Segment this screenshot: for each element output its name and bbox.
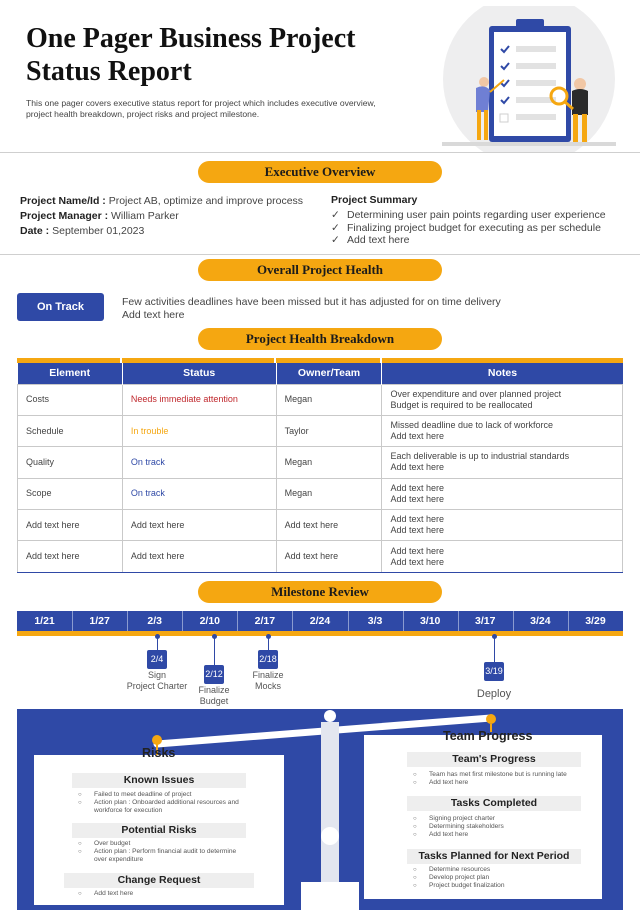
check-icon: ✓	[331, 234, 340, 246]
potential-risks-list	[72, 840, 258, 864]
page-title	[26, 22, 426, 88]
milestone-label	[223, 670, 313, 692]
cell-status: Add text here	[122, 510, 276, 541]
timeline-tick: 1/27	[89, 615, 110, 627]
overall-health-heading: Overall Project Health	[198, 259, 442, 281]
change-request-heading: Change Request	[64, 873, 254, 888]
note-line-1: Each deliverable is up to industrial standards	[390, 451, 570, 462]
list-item: ○ Over budget	[72, 840, 258, 848]
cell-element: Add text here	[18, 541, 123, 572]
header-status: Status	[122, 363, 276, 384]
list-item: ○ Action plan : Onboarded additional resources and	[72, 799, 258, 807]
note-line-1: Missed deadline due to lack of workforce	[390, 420, 554, 431]
table-row	[18, 384, 623, 415]
header-element: Element	[18, 363, 123, 384]
health-line-1: Few activities deadlines have been missed but it has adjusted for on time delivery	[122, 296, 501, 308]
cell-element: Costs	[18, 384, 123, 415]
project-name-label: Project Name/Id :	[20, 195, 106, 207]
timeline-tick: 1/21	[34, 615, 55, 627]
list-item: workforce for execution	[94, 807, 163, 814]
list-item: over expenditure	[94, 856, 144, 863]
list-item: ○ Determine resources	[407, 866, 593, 874]
project-date-value: September 01,2023	[49, 225, 145, 237]
milestone-stem	[157, 637, 158, 650]
timeline-tick: 2/24	[309, 615, 331, 627]
milestone-stem	[494, 637, 495, 662]
summary-text: Finalizing project budget for executing as per schedule	[347, 221, 601, 234]
divider	[0, 254, 640, 255]
divider	[0, 152, 640, 153]
health-breakdown-table	[17, 363, 623, 573]
project-name-value: Project AB, optimize and improve process	[105, 195, 304, 207]
milestone-stem	[268, 637, 269, 650]
note-line-2: Add text here	[390, 462, 445, 473]
cell-status: In trouble	[122, 415, 276, 446]
title-line-1: One Pager Business Project	[26, 23, 356, 54]
table-row	[18, 541, 623, 572]
check-icon: ✓	[331, 209, 340, 221]
health-description	[122, 296, 501, 321]
note-line-1: Add text here	[390, 482, 445, 493]
cell-status: On track	[122, 478, 276, 509]
note-line-1: Add text here	[390, 514, 445, 525]
intro-line-2: project health breakdown, project risks and project milestone.	[26, 109, 260, 119]
cell-owner: Add text here	[276, 510, 382, 541]
table-header-row	[18, 363, 623, 384]
list-item: ○ Signing project charter	[407, 815, 593, 823]
milestone-date: 2/18	[258, 650, 278, 669]
timeline-divider	[458, 611, 459, 631]
risks-title: Risks	[142, 746, 176, 760]
cell-owner: Megan	[276, 478, 382, 509]
milestone-label-line: Budget	[199, 696, 229, 706]
timeline-tick: 3/10	[419, 615, 441, 627]
potential-risks-heading: Potential Risks	[72, 823, 246, 838]
list-item: ○ Add text here	[407, 779, 593, 787]
status-badge: On Track	[17, 293, 104, 321]
clipboard-checklist-illustration	[442, 6, 616, 152]
teams-progress-heading: Team's Progress	[407, 752, 581, 767]
cell-element: Schedule	[18, 415, 123, 446]
cell-notes	[382, 384, 623, 415]
header-owner: Owner/Team	[276, 363, 382, 384]
tasks-completed-heading: Tasks Completed	[407, 796, 581, 811]
timeline-divider	[568, 611, 569, 631]
list-item	[331, 234, 606, 247]
executive-overview-heading: Executive Overview	[198, 161, 442, 183]
list-item: ○ Add text here	[407, 831, 593, 839]
cell-element: Quality	[18, 447, 123, 478]
cell-owner: Taylor	[276, 415, 382, 446]
cell-notes	[382, 541, 623, 572]
tasks-planned-heading: Tasks Planned for Next Period	[407, 849, 581, 864]
project-date-label: Date :	[20, 225, 50, 237]
timeline-divider	[292, 611, 293, 631]
milestone-date: 2/4	[147, 650, 167, 669]
list-item: ○ Action plan : Perform financial audit to determine	[72, 848, 258, 856]
timeline-divider	[403, 611, 404, 631]
cell-notes	[382, 510, 623, 541]
timeline-divider	[513, 611, 514, 631]
note-line-2: Add text here	[390, 556, 445, 567]
milestone-label-line: Finalize	[198, 685, 230, 695]
note-line-1: Add text here	[390, 545, 445, 556]
cell-notes	[382, 478, 623, 509]
list-item	[331, 222, 606, 235]
timeline-tick: 2/3	[147, 615, 163, 627]
timeline-tick: 2/10	[199, 615, 221, 627]
cell-owner: Megan	[276, 384, 382, 415]
timeline-tick: 3/3	[367, 615, 383, 627]
project-name-row	[20, 194, 303, 208]
timeline-divider	[72, 611, 73, 631]
note-line-2: Add text here	[390, 431, 445, 442]
project-manager-value: William Parker	[108, 210, 179, 222]
list-item	[331, 209, 606, 222]
milestone-label-line: Sign	[147, 670, 166, 680]
note-line-2: Add text here	[390, 525, 445, 536]
project-summary-list	[331, 209, 606, 247]
known-issues-heading: Known Issues	[72, 773, 246, 788]
intro-line-1: This one pager covers executive status report for project which includes executive overview,	[26, 98, 376, 108]
list-item: ○ Develop project plan	[407, 874, 593, 882]
timeline-tick: 3/17	[475, 615, 496, 627]
note-line-2: Add text here	[390, 493, 445, 504]
note-line-2: Budget is required to be reallocated	[390, 399, 533, 410]
project-date-row	[20, 224, 144, 238]
milestone-stem	[214, 637, 215, 665]
timeline-tick: 3/24	[530, 615, 551, 627]
note-line-1: Over expenditure and over planned project	[390, 388, 562, 399]
health-line-2: Add text here	[122, 308, 185, 321]
check-icon: ✓	[331, 221, 340, 234]
milestone-label-line: Mocks	[254, 681, 281, 691]
milestone-review-heading: Milestone Review	[198, 581, 442, 603]
table-row	[18, 478, 623, 509]
milestone-label-line: Project Charter	[126, 681, 188, 691]
cell-status: Needs immediate attention	[122, 384, 276, 415]
list-item: ○ Add text here	[72, 890, 258, 898]
timeline-tick: 2/17	[254, 615, 276, 627]
team-progress-title: Team Progress	[443, 729, 533, 743]
cell-notes	[382, 415, 623, 446]
title-line-2: Status Report	[26, 56, 192, 87]
timeline-divider	[182, 611, 183, 631]
cell-element: Add text here	[18, 510, 123, 541]
list-item: ○ Determining stakeholders	[407, 823, 593, 831]
project-summary-title: Project Summary	[331, 194, 418, 206]
timeline-divider	[348, 611, 349, 631]
milestone-label-line: Finalize	[252, 670, 284, 680]
summary-text: Determining user pain points regarding user experience	[347, 209, 606, 221]
milestone-label-line: Deploy	[476, 688, 512, 700]
cell-notes	[382, 447, 623, 478]
list-item: ○ Failed to meet deadline of project	[72, 791, 258, 799]
cell-element: Scope	[18, 478, 123, 509]
table-row	[18, 415, 623, 446]
cell-status: Add text here	[122, 541, 276, 572]
teams-progress-list	[407, 771, 593, 787]
milestone-date: 3/19	[484, 662, 504, 681]
health-breakdown-heading: Project Health Breakdown	[198, 328, 442, 350]
table-row	[18, 510, 623, 541]
timeline-accent	[17, 631, 623, 636]
known-issues-list	[72, 791, 258, 815]
tasks-planned-list	[407, 866, 593, 890]
project-manager-label: Project Manager :	[20, 210, 109, 222]
project-manager-row	[20, 209, 179, 223]
cell-owner: Megan	[276, 447, 382, 478]
timeline-divider	[237, 611, 238, 631]
milestone-date: 2/12	[204, 665, 224, 684]
intro-text	[26, 98, 436, 120]
table-row	[18, 447, 623, 478]
header-notes: Notes	[382, 363, 623, 384]
list-item: ○ Project budget finalization	[407, 882, 593, 890]
change-request-list	[72, 890, 258, 898]
cell-status: On track	[122, 447, 276, 478]
timeline-divider	[127, 611, 128, 631]
timeline-tick: 3/29	[585, 615, 606, 627]
summary-text: Add text here	[347, 234, 410, 246]
list-item: ○ Team has met first milestone but is running late	[407, 771, 593, 779]
cell-owner: Add text here	[276, 541, 382, 572]
tasks-completed-list	[407, 815, 593, 839]
